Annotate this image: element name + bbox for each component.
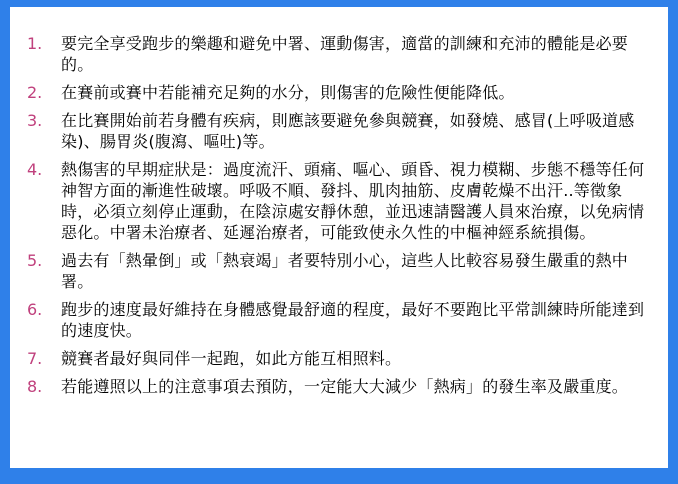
item-text: 過去有「熱暈倒」或「熱衰竭」者要特別小心，這些人比較容易發生嚴重的熱中署。: [61, 251, 629, 291]
item-number: 5.: [27, 251, 43, 270]
list-item: [24, 159, 652, 243]
item-number: 4.: [27, 160, 43, 179]
list-item: [24, 250, 652, 292]
item-number: 8.: [27, 377, 43, 396]
item-text: 競賽者最好與同伴一起跑，如此方能互相照料。: [61, 349, 402, 368]
numbered-list: [24, 33, 652, 397]
item-number: 1.: [27, 34, 43, 53]
list-item: [24, 33, 652, 75]
item-text: 跑步的速度最好維持在身體感覺最舒適的程度，最好不要跑比平常訓練時所能達到的速度快。: [61, 300, 645, 340]
list-item: [24, 299, 652, 341]
item-text: 若能遵照以上的注意事項去預防，一定能大大減少「熱病」的發生率及嚴重度。: [61, 377, 629, 396]
list-item: [24, 376, 652, 397]
item-text: 要完全享受跑步的樂趣和避免中署、運動傷害，適當的訓練和充沛的體能是必要的。: [61, 34, 629, 74]
item-text: 熱傷害的早期症狀是：過度流汗、頭痛、嘔心、頭昏、視力模糊、步態不穩等任何神智方面的漸進性破壞。呼吸不順、發抖、肌肉抽筋、皮膚乾燥不出汗..等徵象時，必須立刻停止運動，在陰涼處安靜休憩，並迅速請醫護人員來治療，以免病情惡化。中署未治療者、延遲治療者，可能致使永久性的中樞神經系統損傷。: [61, 160, 645, 242]
item-text: 在比賽開始前若身體有疾病，則應該要避免參與競賽，如發燒、感冒(上呼吸道感染)、腸胃炎(腹瀉、嘔吐)等。: [61, 111, 635, 151]
list-item: [24, 348, 652, 369]
list-item: [24, 82, 652, 103]
item-number: 3.: [27, 111, 43, 130]
list-item: [24, 110, 652, 152]
item-number: 2.: [27, 83, 43, 102]
content-card: [10, 7, 668, 468]
item-number: 7.: [27, 349, 43, 368]
item-text: 在賽前或賽中若能補充足夠的水分，則傷害的危險性便能降低。: [61, 83, 515, 102]
item-number: 6.: [27, 300, 43, 319]
